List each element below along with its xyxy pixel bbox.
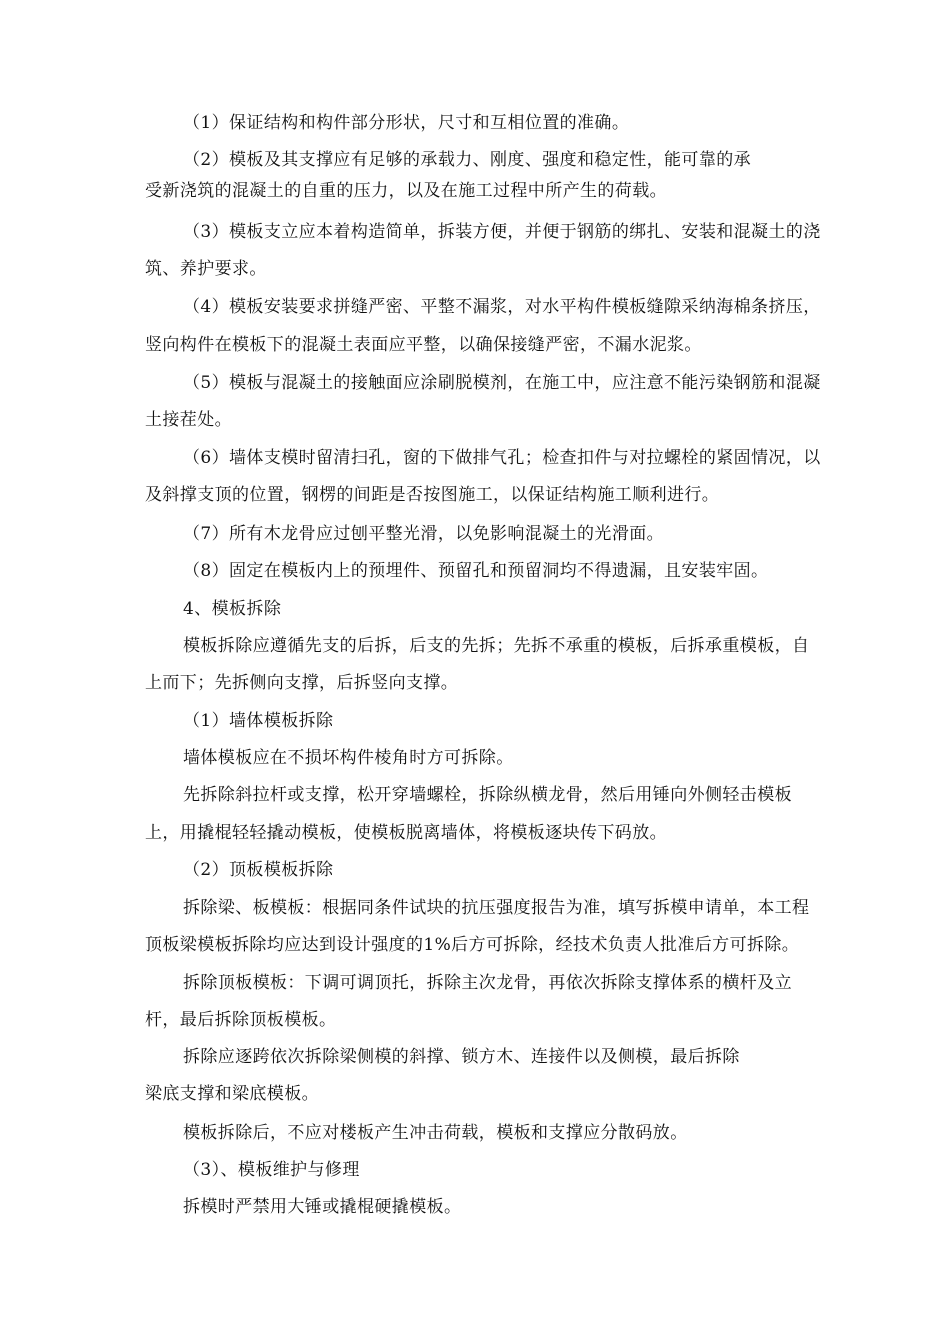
text-line-18: 墙体模板应在不损坏构件棱角时方可拆除。 [183, 748, 514, 768]
text-line-21: （2）顶板模板拆除 [183, 860, 334, 880]
text-line-23: 顶板梁模板拆除均应达到设计强度的1%后方可拆除，经技术负责人批准后方可拆除。 [145, 935, 800, 955]
section-heading-4: 4、模板拆除 [183, 599, 282, 619]
text-line-28: 模板拆除后，不应对楼板产生冲击荷载，模板和支撑应分散码放。 [183, 1123, 688, 1143]
text-line-11: 及斜撑支顶的位置，钢楞的间距是否按图施工，以保证结构施工顺利进行。 [145, 485, 720, 505]
text-line-9: 土接茬处。 [145, 410, 232, 430]
text-line-10: （6）墙体支模时留清扫孔，窗的下做排气孔；检查扣件与对拉螺栓的紧固情况，以 [183, 448, 821, 468]
text-line-27: 梁底支撑和梁底模板。 [145, 1084, 319, 1104]
text-line-4: （3）模板支立应本着构造简单，拆装方便，并便于钢筋的绑扎、安装和混凝土的浇 [183, 222, 821, 242]
text-line-5: 筑、养护要求。 [145, 259, 267, 279]
text-line-29: （3）、模板维护与修理 [183, 1160, 360, 1180]
text-line-24: 拆除顶板模板：下调可调顶托，拆除主次龙骨，再依次拆除支撑体系的横杆及立 [183, 973, 792, 993]
text-line-22: 拆除梁、板模板：根据同条件试块的抗压强度报告为准，填写拆模申请单，本工程 [183, 898, 810, 918]
text-line-15: 模板拆除应遵循先支的后拆，后支的先拆；先拆不承重的模板，后拆承重模板，自 [183, 636, 810, 656]
text-line-13: （8）固定在模板内上的预埋件、预留孔和预留洞均不得遗漏，且安装牢固。 [183, 561, 769, 581]
text-line-1: （1）保证结构和构件部分形状，尺寸和互相位置的准确。 [183, 113, 630, 133]
text-line-26: 拆除应逐跨依次拆除梁侧模的斜撑、锁方木、连接件以及侧模，最后拆除 [183, 1047, 740, 1067]
text-line-8: （5）模板与混凝土的接触面应涂刷脱模剂，在施工中，应注意不能污染钢筋和混凝 [183, 373, 821, 393]
text-line-2: （2）模板及其支撑应有足够的承载力、刚度、强度和稳定性，能可靠的承 [183, 150, 752, 170]
text-line-30: 拆模时严禁用大锤或撬棍硬撬模板。 [183, 1197, 462, 1217]
text-line-3: 受新浇筑的混凝土的自重的压力，以及在施工过程中所产生的荷载。 [145, 181, 667, 201]
text-line-6: （4）模板安装要求拼缝严密、平整不漏浆，对水平构件模板缝隙采纳海棉条挤压， [183, 297, 821, 317]
text-line-19: 先拆除斜拉杆或支撑，松开穿墙螺栓，拆除纵横龙骨，然后用锤向外侧轻击模板 [183, 785, 792, 805]
text-line-20: 上，用撬棍轻轻撬动模板，使模板脱离墙体，将模板逐块传下码放。 [145, 823, 667, 843]
text-line-25: 杆，最后拆除顶板模板。 [145, 1010, 337, 1030]
text-line-17: （1）墙体模板拆除 [183, 711, 334, 731]
text-line-12: （7）所有木龙骨应过刨平整光滑，以免影响混凝土的光滑面。 [183, 524, 665, 544]
text-line-16: 上而下；先拆侧向支撑，后拆竖向支撑。 [145, 673, 459, 693]
text-line-7: 竖向构件在模板下的混凝土表面应平整，以确保接缝严密，不漏水泥浆。 [145, 335, 702, 355]
